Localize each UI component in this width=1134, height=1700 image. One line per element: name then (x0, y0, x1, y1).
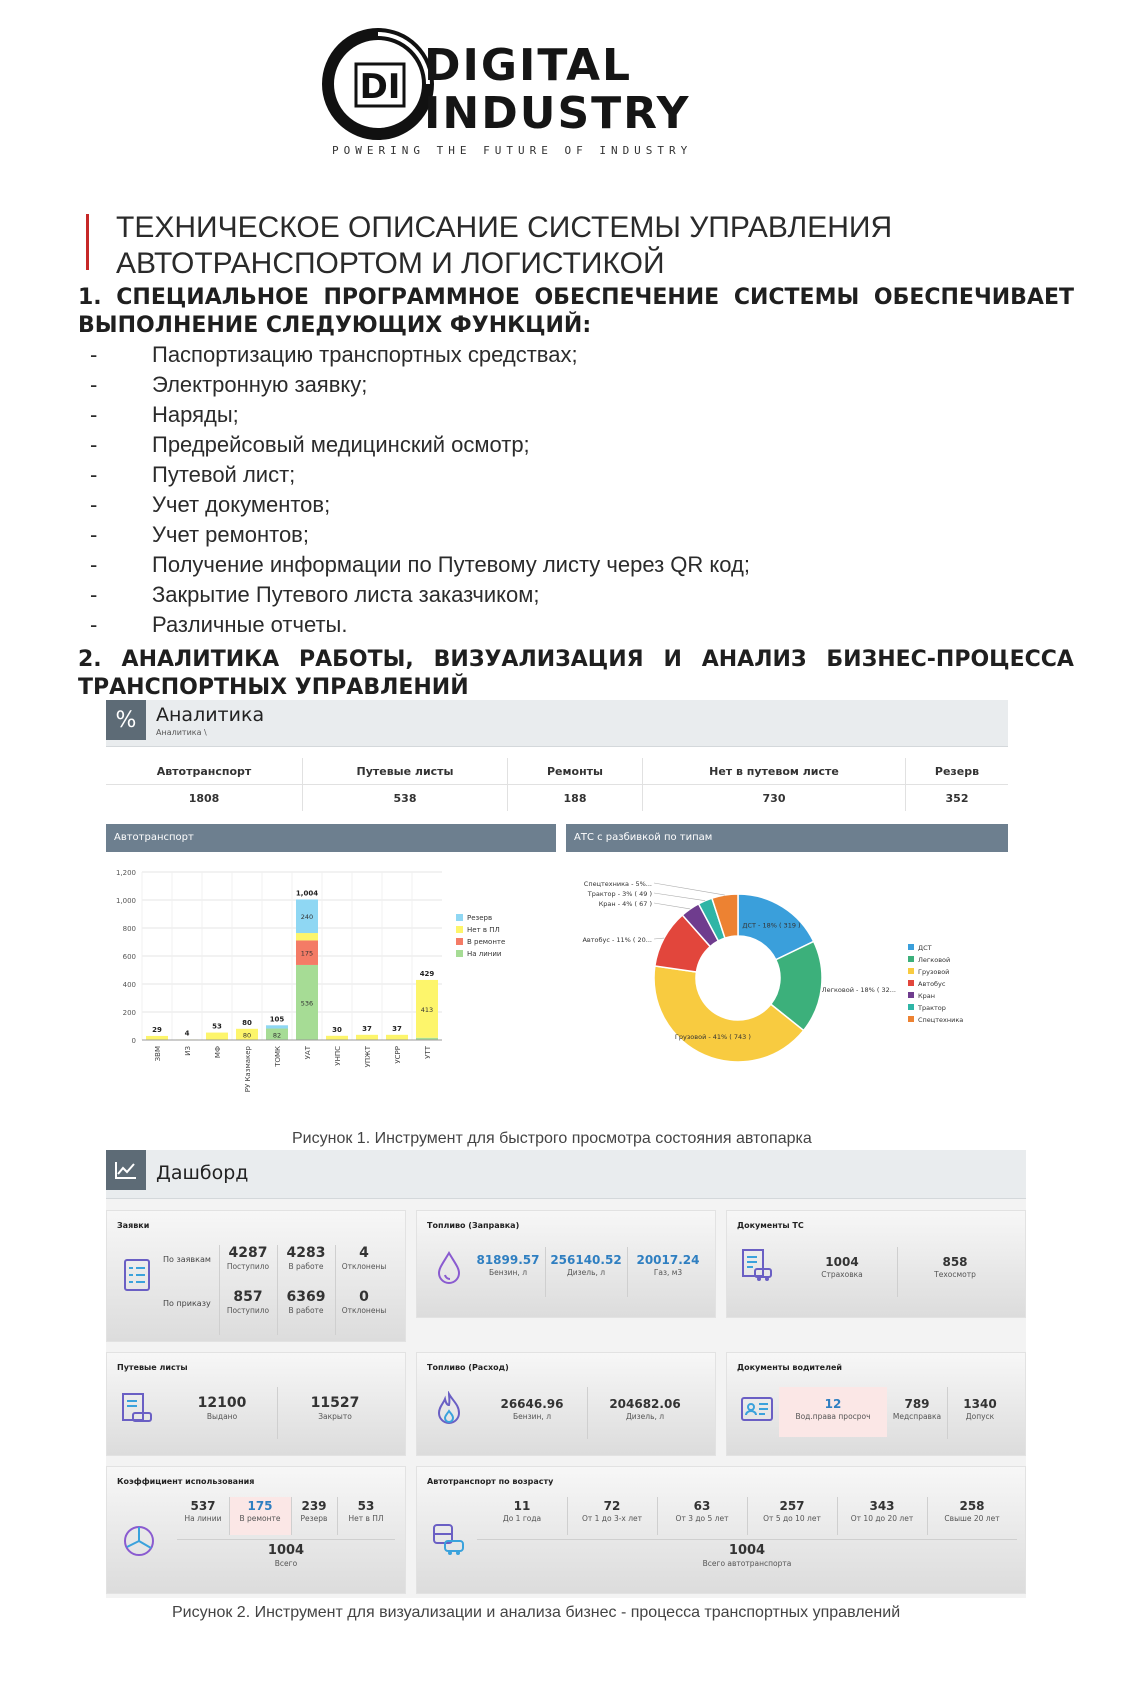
document-title (116, 210, 1016, 282)
bar-total-label: 80 (242, 1018, 252, 1027)
bus-and-car-icon (431, 1521, 467, 1557)
metric-cell[interactable]: 1340 Допуск (963, 1397, 997, 1421)
function-item (90, 430, 990, 460)
dashboard-header (106, 1150, 1026, 1199)
y-tick-label: 600 (122, 953, 136, 961)
card-title: Заявки (117, 1221, 150, 1230)
percent-icon: % (106, 700, 146, 740)
slice-label: Автобус - 11% ( 20... (582, 936, 652, 944)
divider (837, 1497, 838, 1535)
y-tick-label: 1,000 (115, 897, 136, 905)
legend-label: Трактор (918, 1004, 946, 1012)
metric-cell[interactable]: 63 От 3 до 5 лет (675, 1499, 729, 1523)
analytics-header (106, 700, 1008, 747)
metric-cell[interactable]: 11 До 1 года (502, 1499, 542, 1523)
card-title: Топливо (Заправка) (427, 1221, 520, 1230)
metric-cell[interactable]: 4287 Поступило (226, 1245, 270, 1271)
section-2-word: ВИЗУАЛИЗАЦИЯ (433, 647, 644, 672)
bar-total-label: 1,004 (295, 889, 319, 898)
metric-cell[interactable]: 858 Техосмотр (934, 1255, 976, 1279)
card-title: Документы ТС (737, 1221, 804, 1230)
x-tick-label: УАТ (304, 1046, 312, 1060)
label-leader (654, 903, 690, 909)
metric-cell[interactable]: 72 От 1 до 3-х лет (581, 1499, 643, 1523)
card-title: Коэффициент использования (117, 1477, 255, 1486)
metric-cell[interactable]: 20017.24 Газ, м3 (636, 1253, 700, 1277)
stat-value[interactable]: 538 (303, 785, 508, 812)
legend-label: Автобус (918, 980, 946, 988)
document-list-icon (119, 1257, 155, 1293)
function-text: Электронную заявку; (152, 372, 368, 397)
dashboard-title: Дашборд (156, 1162, 249, 1184)
legend-swatch (908, 992, 914, 998)
logo-word-industry: INDUSTRY (424, 88, 691, 139)
slice-label: Спецтехника - 5%... (583, 880, 652, 888)
pie-chart-icon (121, 1523, 157, 1559)
metric-cell[interactable]: 258 Свыше 20 лет (944, 1499, 1000, 1523)
section-2-word: И (663, 647, 682, 672)
metric-cell[interactable]: 0 Отклонены (341, 1289, 387, 1315)
vehicle-bar-chart (106, 852, 556, 1124)
function-text: Наряды; (152, 402, 239, 427)
fuel-consumption-card (416, 1352, 716, 1456)
bar-total-label: 429 (419, 969, 435, 978)
bar-segment (146, 1036, 168, 1040)
metric-cell[interactable]: 53 Нет в ПЛ (348, 1499, 384, 1523)
x-tick-label: МФ (214, 1046, 222, 1059)
label-leader (654, 883, 725, 895)
function-item (90, 490, 990, 520)
metric-cell[interactable]: 343 От 10 до 20 лет (850, 1499, 914, 1523)
stat-header: Нет в путевом листе (643, 758, 906, 785)
vehicle-documents-card (726, 1210, 1026, 1318)
section-1-word: ОБЕСПЕЧИВАЕТ (873, 285, 1074, 310)
function-text: Учет документов; (152, 492, 331, 517)
slice-label: Кран - 4% ( 67 ) (598, 900, 652, 908)
list-dash: - (90, 462, 98, 487)
waybill-icon (119, 1391, 155, 1427)
fuel-refill-card (416, 1210, 716, 1318)
y-tick-label: 400 (122, 981, 136, 989)
bar-segment (356, 1035, 378, 1040)
list-dash: - (90, 402, 98, 427)
x-tick-label: УТТ (424, 1046, 432, 1059)
x-tick-label: ЗВМ (154, 1046, 162, 1062)
section-2-word: БИЗНЕС-ПРОЦЕССА (826, 647, 1074, 672)
usage-ratio-card (106, 1466, 406, 1594)
document-title-line1: ТЕХНИЧЕСКОЕ ОПИСАНИЕ СИСТЕМЫ УПРАВЛЕНИЯ (116, 211, 893, 244)
metric-cell[interactable]: 12 Вод.права просроч (795, 1397, 871, 1421)
legend-swatch (908, 944, 914, 950)
bar-segment-label: 413 (420, 1005, 434, 1014)
figure-1-caption: Рисунок 1. Инструмент для быстрого просмотра состояния автопарка (292, 1130, 812, 1147)
divider (567, 1497, 568, 1535)
metric-total[interactable]: 1004 Всего автотранспорта (702, 1543, 792, 1568)
x-tick-label: ИЗ (184, 1046, 192, 1056)
section-2-word: АНАЛИЗ (701, 647, 807, 672)
legend-swatch (908, 1004, 914, 1010)
stat-header: Ремонты (508, 758, 643, 785)
id-card-icon (739, 1391, 775, 1427)
label-leader (654, 893, 705, 901)
legend-label: Нет в ПЛ (467, 926, 500, 934)
row-label: По заявкам (163, 1255, 211, 1264)
legend-swatch (908, 1016, 914, 1022)
slice-label: Трактор - 3% ( 49 ) (587, 890, 652, 898)
bar-segment (326, 1036, 348, 1040)
y-tick-label: 800 (122, 925, 136, 933)
y-tick-label: 0 (131, 1037, 136, 1045)
function-text: Путевой лист; (152, 462, 296, 487)
flame-icon (431, 1391, 467, 1427)
function-text: Учет ремонтов; (152, 522, 309, 547)
stat-header: Резерв (906, 758, 1009, 785)
waybills-card (106, 1352, 406, 1456)
legend-label: Резерв (467, 914, 493, 922)
section-2-word: РАБОТЫ, (299, 647, 414, 672)
section-1-word: ПРОГРАММНОЕ (323, 285, 520, 310)
bar-segment (266, 1025, 288, 1028)
legend-swatch (456, 950, 463, 957)
label-leader (654, 938, 664, 939)
legend-label: ДСТ (918, 944, 932, 952)
metric-cell[interactable]: 4 Отклонены (341, 1245, 387, 1271)
section-2-word: АНАЛИТИКА (121, 647, 280, 672)
document-title-line2: АВТОТРАНСПОРТОМ И ЛОГИСТИКОЙ (116, 247, 665, 280)
driver-documents-card (726, 1352, 1026, 1456)
vehicle-document-icon (739, 1247, 775, 1283)
function-item (90, 460, 990, 490)
analytics-screenshot (106, 700, 1008, 1124)
card-title: Документы водителей (737, 1363, 842, 1372)
list-dash: - (90, 582, 98, 607)
vehicle-age-card (416, 1466, 1026, 1594)
section-1-word: СПЕЦИАЛЬНОЕ (116, 285, 309, 310)
function-item (90, 610, 990, 640)
company-logo (320, 26, 740, 166)
stat-value[interactable]: 1808 (106, 785, 303, 812)
legend-swatch (456, 914, 463, 921)
metric-cell[interactable]: 1004 Страховка (821, 1255, 863, 1279)
legend-label: Грузовой (918, 968, 950, 976)
section-2-line2: ТРАНСПОРТНЫХ УПРАВЛЕНИЙ (78, 675, 469, 700)
metric-cell[interactable]: 81899.57 Бензин, л (476, 1253, 540, 1277)
function-item (90, 400, 990, 430)
section-1-line2: ВЫПОЛНЕНИЕ СЛЕДУЮЩИХ ФУНКЦИЙ: (78, 313, 592, 338)
function-text: Закрытие Путевого листа заказчиком; (152, 582, 540, 607)
x-tick-label: УПЖТ (364, 1046, 372, 1068)
legend-label: В ремонте (467, 938, 506, 946)
bar-total-label: 4 (184, 1029, 190, 1038)
figure-2-caption: Рисунок 2. Инструмент для визуализации и анализа бизнес - процесса транспортных управлений (172, 1604, 901, 1621)
breadcrumb[interactable]: Аналитика \ (156, 728, 207, 737)
functions-list (90, 340, 990, 640)
list-dash: - (90, 612, 98, 637)
divider (927, 1497, 928, 1535)
heading-accent-bar (86, 214, 89, 270)
bar-segment-label: 240 (300, 913, 314, 922)
bar-total-label: 29 (152, 1025, 162, 1034)
metric-total[interactable]: 1004 Всего (267, 1543, 305, 1568)
list-dash: - (90, 552, 98, 577)
metric-cell[interactable]: 857 Поступило (226, 1289, 270, 1315)
metric-cell[interactable]: 256140.52 Дизель, л (550, 1253, 622, 1277)
list-dash: - (90, 492, 98, 517)
stat-header: Автотранспорт (106, 758, 303, 785)
x-tick-label: УНПС (334, 1046, 342, 1066)
card-title: Топливо (Расход) (427, 1363, 509, 1372)
bar-panel-title: Автотранспорт (106, 824, 556, 852)
bar-segment-label: 80 (242, 1031, 252, 1040)
function-item (90, 550, 990, 580)
slice-label: Легковой - 18% ( 32... (821, 986, 896, 994)
line-chart-icon (106, 1150, 146, 1190)
section-1-number: 1. (78, 285, 102, 310)
stats-table (106, 758, 1008, 811)
divider (747, 1497, 748, 1535)
metric-cell[interactable]: 204682.06 Дизель, л (609, 1397, 681, 1421)
stat-value[interactable]: 352 (945, 791, 969, 805)
section-2-number: 2. (78, 647, 102, 672)
requests-card (106, 1210, 406, 1342)
bar-total-label: 30 (332, 1025, 342, 1034)
function-text: Получение информации по Путевому листу через QR код; (152, 552, 750, 577)
metric-cell[interactable]: 6369 В работе (286, 1289, 326, 1315)
metric-cell[interactable]: 239 Резерв (300, 1499, 328, 1523)
list-dash: - (90, 432, 98, 457)
bar-segment-label: 82 (272, 1031, 282, 1040)
slice-label: ДСТ - 18% ( 319 ) (742, 921, 801, 930)
legend-label: Легковой (918, 956, 951, 964)
function-item (90, 340, 990, 370)
logo-mark-letters: DI (359, 67, 401, 107)
legend-label: Спецтехника (918, 1016, 964, 1024)
slice-label: Грузовой - 41% ( 743 ) (674, 1032, 751, 1041)
metric-cell[interactable]: 11527 Закрыто (310, 1395, 360, 1421)
legend-swatch (456, 926, 463, 933)
bar-total-label: 37 (392, 1024, 402, 1033)
metric-cell[interactable]: 12100 Выдано (197, 1395, 247, 1421)
legend-swatch (908, 980, 914, 986)
metric-cell[interactable]: 4283 В работе (286, 1245, 326, 1271)
section-2-heading (78, 646, 1074, 702)
analytics-title: Аналитика (156, 704, 265, 726)
stat-header: Путевые листы (303, 758, 508, 785)
y-tick-label: 1,200 (115, 869, 136, 877)
function-text: Предрейсовый медицинский осмотр; (152, 432, 530, 457)
pie-panel-title: АТС с разбивкой по типам (566, 824, 1008, 852)
vehicle-type-donut-chart (566, 852, 1008, 1124)
function-text: Паспортизацию транспортных средствах; (152, 342, 578, 367)
bar-segment-label: 536 (300, 999, 314, 1008)
bar-total-label: 105 (269, 1015, 285, 1024)
function-text: Различные отчеты. (152, 612, 348, 637)
bar-total-label: 53 (212, 1022, 222, 1031)
logo-word-digital: DIGITAL (424, 40, 633, 91)
metric-cell[interactable]: 789 Медсправка (892, 1397, 942, 1421)
card-title: Путевые листы (117, 1363, 188, 1372)
x-tick-label: РУ Казмакер (244, 1046, 252, 1093)
fuel-drop-icon (431, 1249, 467, 1285)
list-dash: - (90, 522, 98, 547)
divider (657, 1497, 658, 1535)
dashboard-screenshot (106, 1150, 1026, 1598)
card-title: Автотранспорт по возрасту (427, 1477, 554, 1486)
legend-swatch (456, 938, 463, 945)
legend-swatch (908, 956, 914, 962)
metric-cell[interactable]: 26646.96 Бензин, л (500, 1397, 564, 1421)
function-item (90, 580, 990, 610)
function-item (90, 370, 990, 400)
y-tick-label: 200 (122, 1009, 136, 1017)
bar-segment (386, 1035, 408, 1040)
section-1-heading (78, 284, 1074, 340)
legend-label: Кран (918, 992, 935, 1000)
bar-segment (296, 933, 318, 940)
logo-tagline: POWERING THE FUTURE OF INDUSTRY (332, 144, 693, 157)
bar-segment (206, 1033, 228, 1040)
legend-swatch (908, 968, 914, 974)
metric-cell[interactable]: 257 От 5 до 10 лет (763, 1499, 821, 1523)
x-tick-label: УСРР (394, 1046, 402, 1064)
metric-cell[interactable]: 537 На линии (184, 1499, 222, 1523)
section-1-word: ОБЕСПЕЧЕНИЕ (534, 285, 720, 310)
legend-label: На линии (467, 950, 502, 958)
x-tick-label: ТОМК (274, 1046, 282, 1067)
list-dash: - (90, 372, 98, 397)
metric-cell[interactable]: 175 В ремонте (239, 1499, 281, 1523)
logo-mark (320, 26, 440, 146)
stat-value[interactable]: 188 (508, 785, 643, 812)
section-1-word: СИСТЕМЫ (733, 285, 860, 310)
row-label: По приказу (163, 1299, 211, 1308)
list-dash: - (90, 342, 98, 367)
function-item (90, 520, 990, 550)
bar-segment-label: 175 (300, 949, 314, 958)
stat-value[interactable]: 730 (643, 785, 906, 812)
bar-total-label: 37 (362, 1024, 372, 1033)
